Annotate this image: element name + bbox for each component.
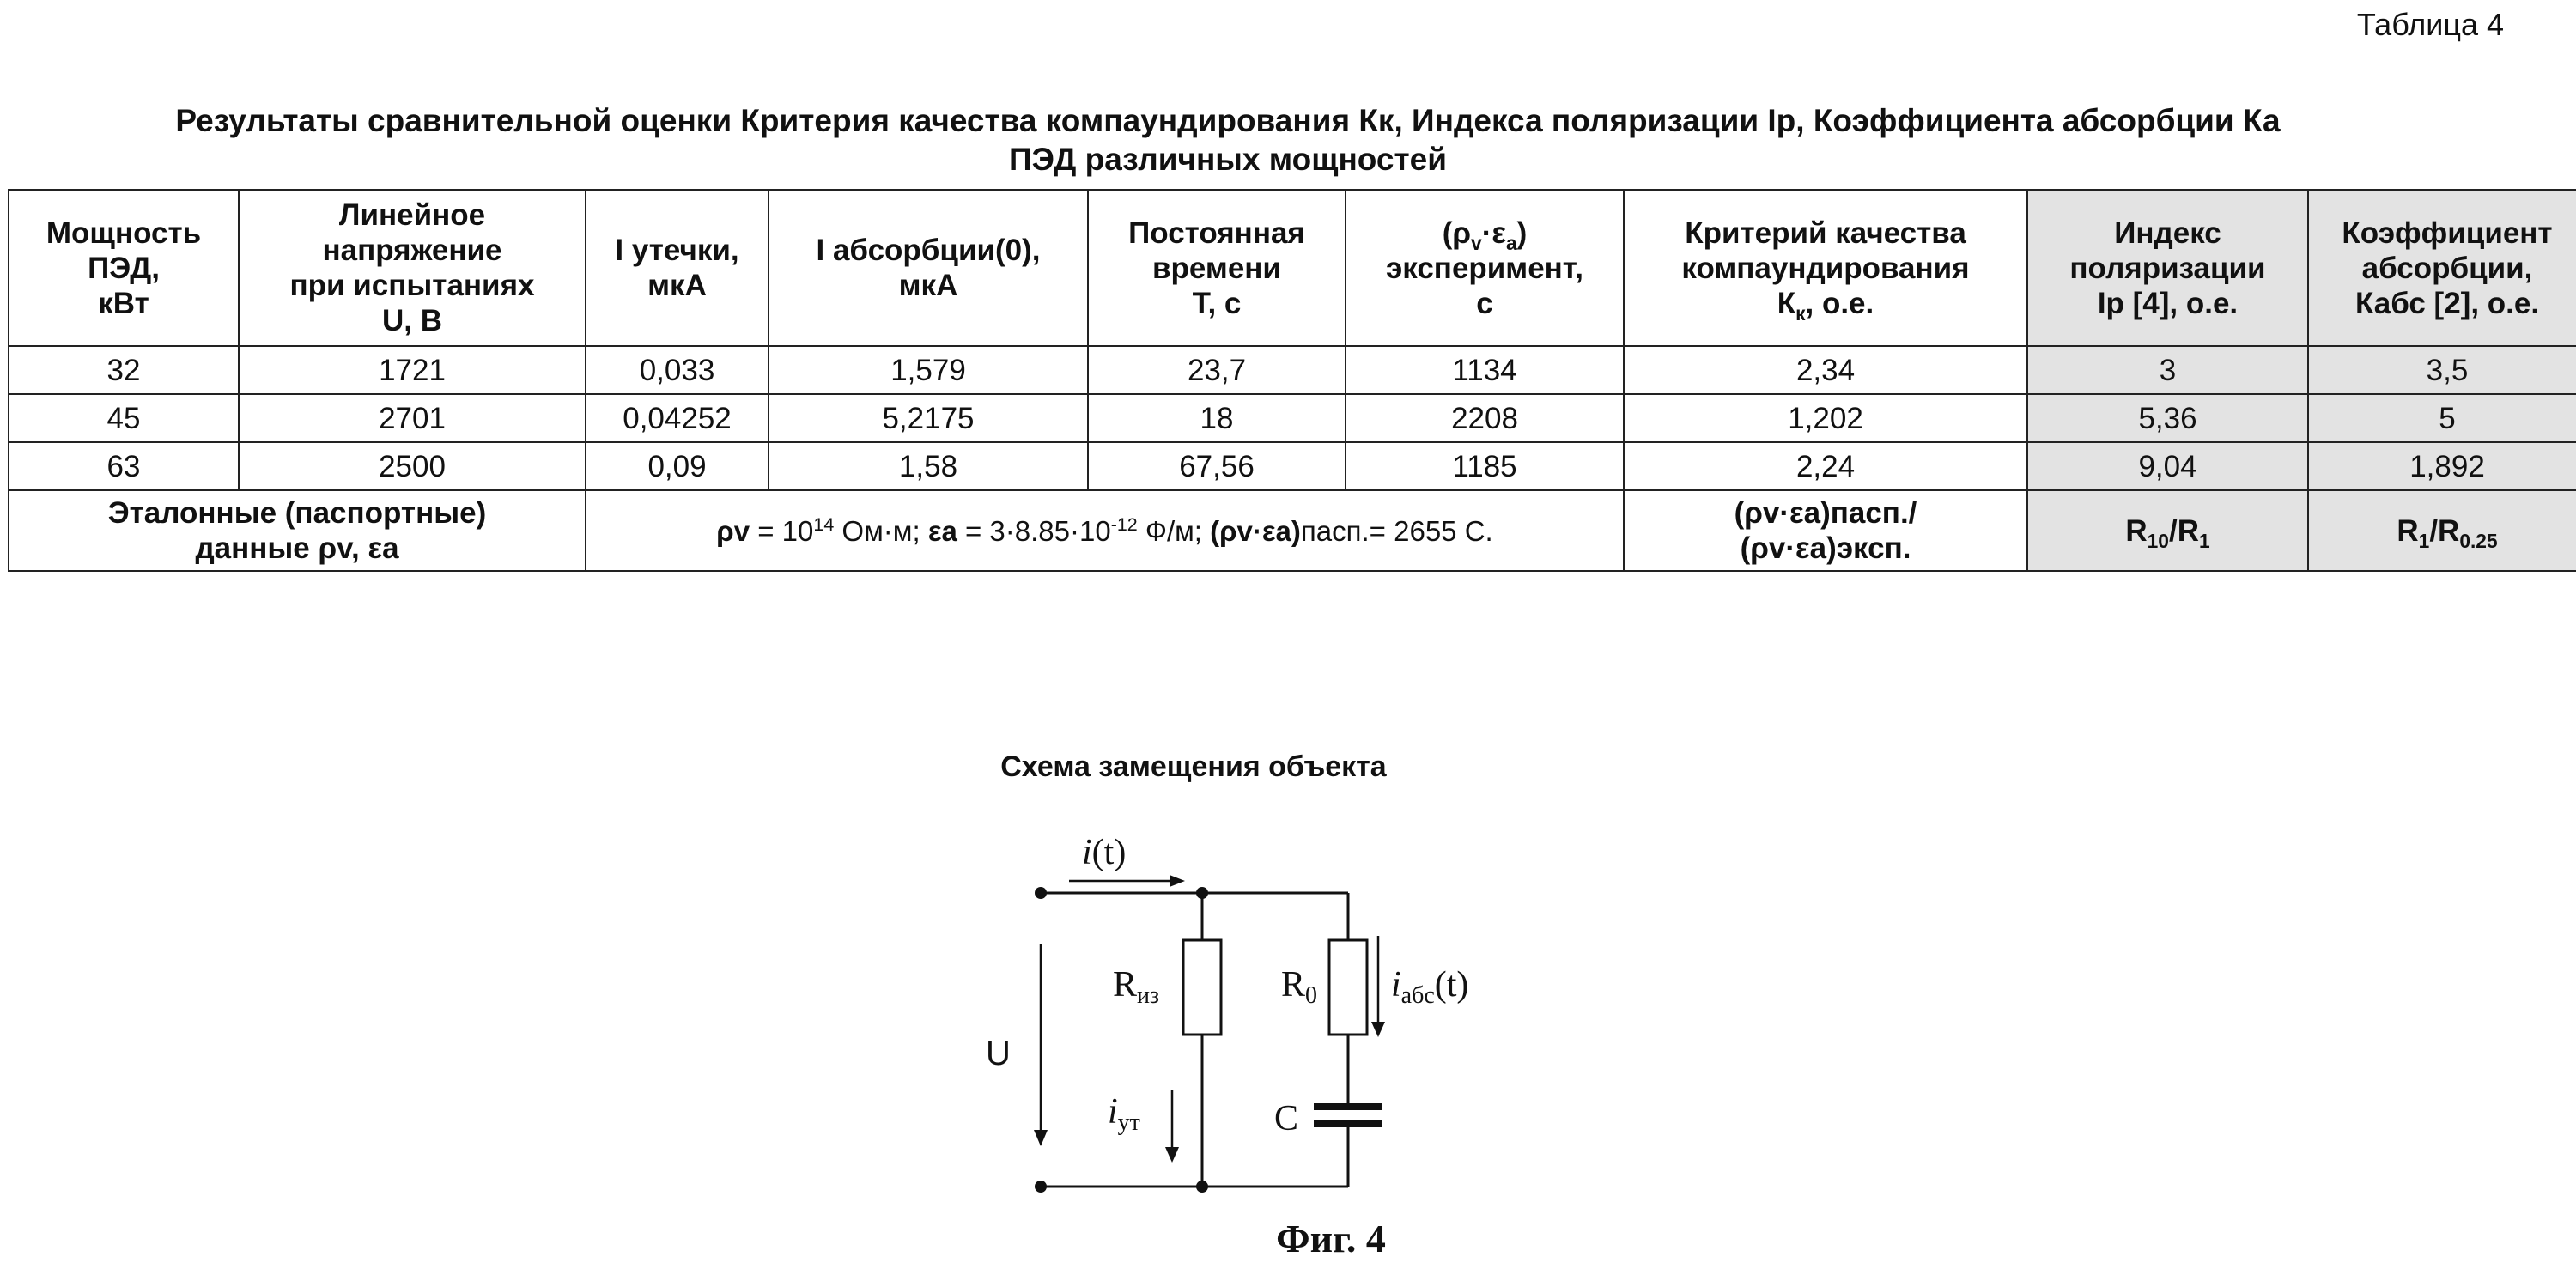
header-polarization-index: Индекс поляризации Ip [4], о.е. — [2027, 190, 2308, 346]
cell-absorb: 1,579 — [769, 346, 1088, 394]
capacitor-plate-top — [1314, 1103, 1382, 1110]
cell-time-constant: 18 — [1088, 394, 1346, 442]
capacitor-label: C — [1274, 1099, 1299, 1138]
table-title — [0, 101, 2456, 179]
junction-bottom — [1196, 1181, 1208, 1193]
resistor-r0 — [1329, 940, 1367, 1035]
header-criterion: Критерий качества компаундирования $К_к$, о.е. — [1624, 190, 2027, 346]
header-row — [9, 190, 2576, 346]
capacitor-plate-bottom — [1314, 1120, 1382, 1127]
cell-criterion: 1,202 — [1624, 394, 2027, 442]
header-absorption-current: I абсорбции(0), мкА — [769, 190, 1088, 346]
cell-absorb: 5,2175 — [769, 394, 1088, 442]
cell-ip: 3 — [2027, 346, 2308, 394]
cell-experiment: 1185 — [1346, 442, 1624, 490]
cell-power: 32 — [9, 346, 239, 394]
cell-leak: 0,09 — [586, 442, 769, 490]
reference-ratio: (ρv·εa)пасп./ (ρv·εa)эксп. — [1624, 490, 2027, 571]
header-voltage: Линейное напряжение при испытаниях U, В — [239, 190, 586, 346]
cell-kabs: 5 — [2308, 394, 2576, 442]
cell-power: 63 — [9, 442, 239, 490]
cell-time-constant: 23,7 — [1088, 346, 1346, 394]
cell-ip: 5,36 — [2027, 394, 2308, 442]
i-ut-arrowhead — [1165, 1147, 1179, 1163]
current-label: i(t) — [1082, 833, 1127, 872]
terminal-top — [1035, 887, 1047, 899]
reference-label: Эталонные (паспортные) данные ρv, εa — [9, 490, 586, 571]
figure-caption: Фиг. 4 — [1276, 1217, 1386, 1260]
i-abs-label: iабс(t) — [1391, 965, 1469, 1009]
results-table — [8, 189, 2576, 572]
cell-voltage: 2500 — [239, 442, 586, 490]
header-experiment: $(\rho_v\cdot\varepsilon_a)$ эксперимент, с — [1346, 190, 1624, 346]
equivalent-circuit-diagram — [945, 807, 1614, 1193]
header-power: Мощность ПЭД, кВт — [9, 190, 239, 346]
cell-leak: 0,04252 — [586, 394, 769, 442]
cell-criterion: 2,34 — [1624, 346, 2027, 394]
cell-experiment: 2208 — [1346, 394, 1624, 442]
cell-ip: 9,04 — [2027, 442, 2308, 490]
reference-formula: $\rho v = 10^{14}$ Ом·м; $\varepsilon a = 3\cdot 8.85\cdot 10^{-12}$ Ф/м; (ρv·εa)пасп.= 2655 С. — [586, 490, 1624, 571]
cell-absorb: 1,58 — [769, 442, 1088, 490]
terminal-bottom — [1035, 1181, 1047, 1193]
header-absorption-coefficient: Коэффициент абсорбции, Кабс [2], о.е. — [2308, 190, 2576, 346]
i-ut-label: iут — [1108, 1092, 1140, 1136]
table-row — [9, 442, 2576, 490]
cell-voltage: 1721 — [239, 346, 586, 394]
header-time-constant: Постоянная времени Т, с — [1088, 190, 1346, 346]
i-abs-arrowhead — [1371, 1022, 1385, 1037]
voltage-label: U — [986, 1035, 1011, 1072]
title-line-1: Результаты сравнительной оценки Критерия качества компаундирования Кк, Индекса поляризации Ip, Коэффициента абсорбции Ка — [175, 103, 2281, 138]
cell-kabs: 1,892 — [2308, 442, 2576, 490]
reference-row — [9, 490, 2576, 571]
scheme-title: Схема замещения объекта — [1000, 750, 1387, 783]
table-label: Таблица 4 — [2356, 7, 2504, 42]
cell-kabs: 3,5 — [2308, 346, 2576, 394]
table-row — [9, 346, 2576, 394]
header-leak-current: I утечки, мкА — [586, 190, 769, 346]
r0-label: R0 — [1281, 965, 1318, 1009]
title-line-2: ПЭД различных мощностей — [1009, 142, 1447, 177]
cell-experiment: 1134 — [1346, 346, 1624, 394]
cell-time-constant: 67,56 — [1088, 442, 1346, 490]
junction-top — [1196, 887, 1208, 899]
reference-ip-formula: $R_{10}/R_1$ — [2027, 490, 2308, 571]
table-row — [9, 394, 2576, 442]
reference-kabs-formula: $R_1/R_{0.25}$ — [2308, 490, 2576, 571]
resistor-r-iz — [1183, 940, 1221, 1035]
cell-leak: 0,033 — [586, 346, 769, 394]
current-arrowhead — [1170, 875, 1185, 887]
r-iz-label: Rиз — [1113, 965, 1160, 1009]
cell-power: 45 — [9, 394, 239, 442]
cell-criterion: 2,24 — [1624, 442, 2027, 490]
cell-voltage: 2701 — [239, 394, 586, 442]
voltage-arrowhead — [1034, 1130, 1048, 1146]
